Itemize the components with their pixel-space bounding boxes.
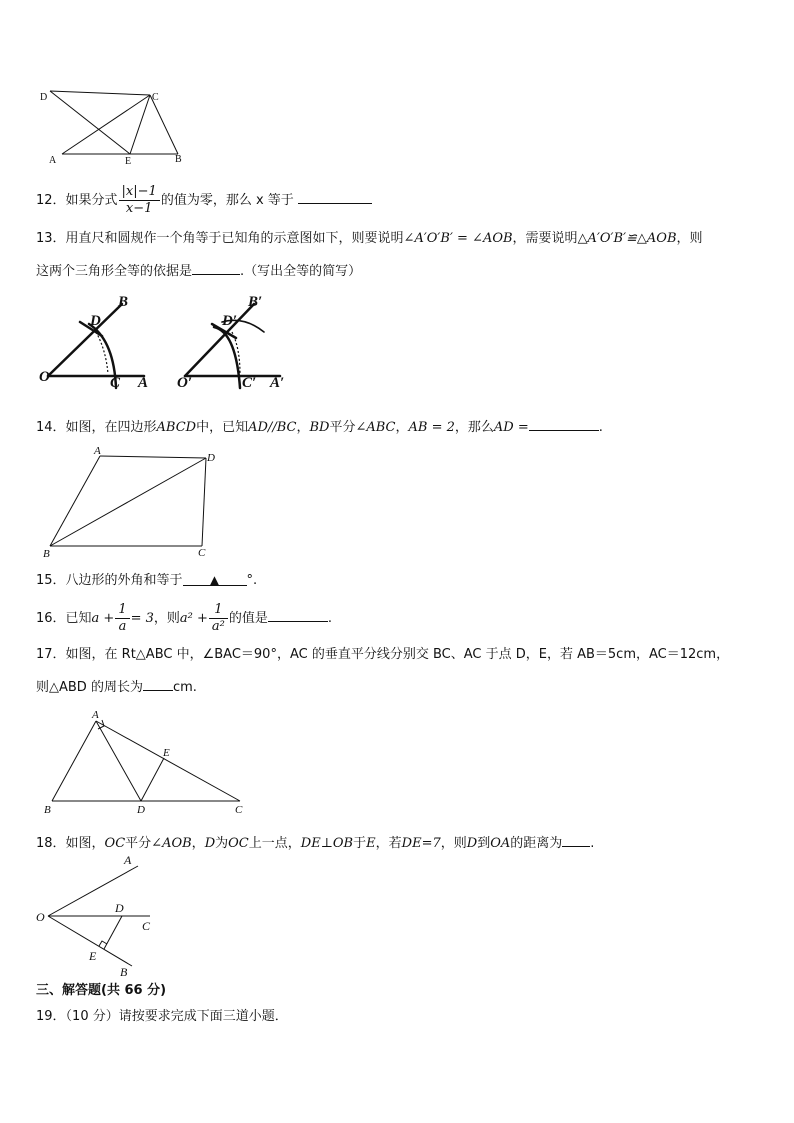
- question-13-line2: 这两个三角形全等的依据是 .（写出全等的简写）: [36, 260, 361, 281]
- label-C: C: [198, 547, 206, 559]
- label-A: A: [124, 853, 132, 867]
- label-A: A: [94, 445, 101, 457]
- label-B: B: [43, 548, 50, 560]
- section-heading: 三、解答题(共 66 分): [36, 983, 167, 998]
- question-15: 15．八边形的外角和等于 ▲ °.: [36, 573, 258, 588]
- question-19: 19．（10 分）请按要求完成下面三道小题．: [36, 1009, 288, 1024]
- question-13-line1: 13．用直尺和圆规作一个角等于已知角的示意图如下，则要说明∠A′O′B′ = ∠AOB，需要说明△A′O′B′≌△AOB，则: [36, 231, 703, 246]
- label-E: E: [89, 949, 97, 963]
- question-18: 18．如图，OC平分∠AOB，D为OC上一点，DE⊥OB于E，若DE=7，则D到OA的距离为 .: [36, 832, 594, 853]
- label-O-prime: O′: [177, 375, 193, 391]
- answer-blank-16[interactable]: [268, 607, 328, 622]
- label-A: A: [92, 709, 99, 721]
- label-C-prime: C′: [242, 375, 257, 391]
- figure-q14: [36, 444, 226, 562]
- figure-q13: [36, 292, 296, 392]
- answer-blank-13[interactable]: [192, 260, 240, 275]
- label-C: C: [142, 919, 151, 933]
- question-12: 12．如果分式 $\frac{|x|-1}{x-1}$ 的值为零，那么 x 等于: [36, 184, 372, 217]
- label-A-prime: A′: [270, 375, 285, 391]
- label-E: E: [125, 156, 132, 166]
- label-D: D: [90, 313, 101, 329]
- label-C: C: [152, 92, 159, 103]
- label-O: O: [36, 910, 45, 924]
- label-E: E: [163, 747, 170, 759]
- answer-blank-17[interactable]: [143, 676, 173, 691]
- fraction: $\frac{|x|-1}{x-1}$: [119, 184, 160, 217]
- label-A: A: [138, 375, 149, 391]
- label-B: B: [120, 965, 128, 978]
- label-D: D: [207, 452, 215, 464]
- answer-blank-15[interactable]: ▲: [183, 571, 247, 586]
- label-D: D: [137, 804, 145, 816]
- answer-blank-12[interactable]: [298, 189, 372, 204]
- label-C: C: [110, 375, 121, 391]
- label-D-prime: D′: [222, 313, 238, 329]
- answer-blank-18[interactable]: [562, 832, 590, 847]
- label-B: B: [175, 154, 182, 165]
- figure-q11: [36, 86, 196, 166]
- label-C: C: [235, 804, 243, 816]
- answer-blank-14[interactable]: [529, 416, 599, 431]
- label-B: B: [44, 804, 51, 816]
- label-B-prime: B′: [248, 294, 263, 310]
- figure-q18: [34, 852, 174, 978]
- label-A: A: [49, 155, 57, 166]
- question-17-line2: 则△ABD 的周长为 cm.: [36, 676, 197, 697]
- label-D: D: [115, 901, 124, 915]
- question-14: 14．如图，在四边形ABCD中，已知AD//BC，BD平分∠ABC，AB = 2，那么AD = .: [36, 416, 603, 437]
- figure-q17: [36, 706, 256, 818]
- label-O: O: [39, 369, 50, 385]
- label-D: D: [40, 92, 48, 103]
- label-B: B: [118, 294, 129, 310]
- question-17-line1: 17．如图，在 Rt△ABC 中，∠BAC＝90°，AC 的垂直平分线分别交 BC、AC 于点 D，E，若 AB＝5cm，AC＝12cm，: [36, 647, 730, 662]
- question-16: 16．已知a + $\frac{1}{a}$ = 3，则a² + $\frac{1}{\text{a²}}$ 的值是 .: [36, 602, 333, 634]
